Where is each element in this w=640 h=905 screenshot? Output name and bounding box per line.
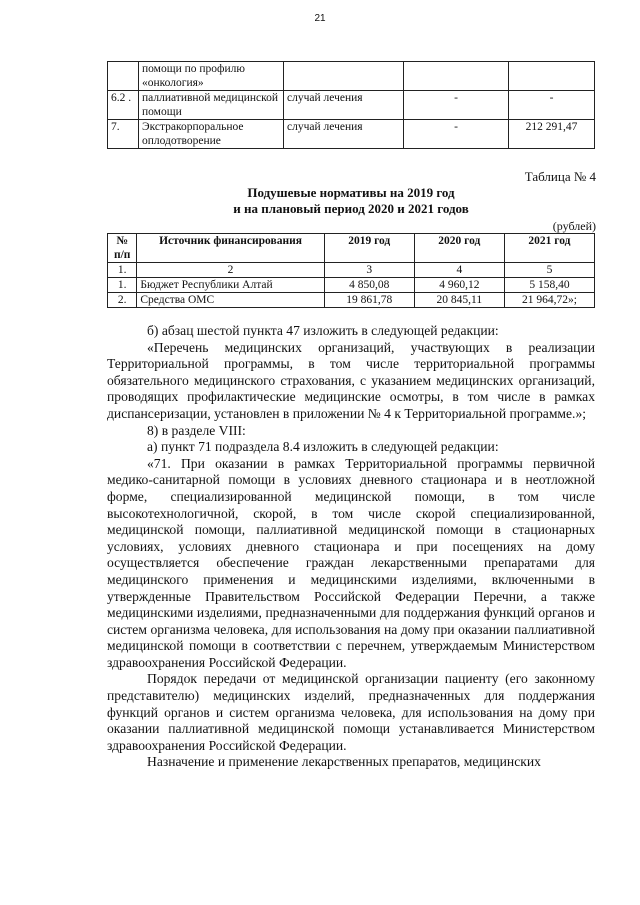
document-body: [107, 323, 595, 771]
index-cell: 2: [137, 263, 324, 278]
paragraph: «71. При оказании в рамках Территориальной программы первичной медико-санитарной помощи в условиях дневного стационара и в неотложной форме, специализированной медицинской помощи, в том числе высокотехнологичной, скорой, в том числе скорой специализированной, медицинской помощи, паллиативной медицинской помощи в стационарных условиях, условиях дневного стационара и при посещениях на дому осуществляется обеспечение граждан лекарственными препаратами для медицинского применения и медицинскими изделиями, включенными в утвержденные Правительством Российской Федерации Перечни, а также медицинскими изделиями, предназначенными для поддержания функций органов и систем организма человека, для использования на дому при оказании паллиативной медицинской помощи в соответствии с перечнем, утверждаемым Министерством здравоохранения Российской Федерации.: [107, 455, 595, 670]
paragraph: а) пункт 71 подраздела 8.4 изложить в следующей редакции:: [147, 439, 499, 455]
paragraph: 8) в разделе VIII:: [147, 422, 246, 438]
row-value-1: -: [404, 120, 509, 149]
row-unit: случай лечения: [284, 120, 404, 149]
header-2021: 2021 год: [504, 234, 594, 263]
table-row: [108, 120, 595, 149]
row-num: [108, 62, 139, 91]
row-2019: 4 850,08: [324, 278, 414, 293]
row-value-1: [404, 62, 509, 91]
row-name: паллиативной медицинской помощи: [139, 91, 284, 120]
index-cell: 1.: [108, 263, 137, 278]
row-num: 1.: [108, 278, 137, 293]
row-2021: 21 964,72»;: [504, 293, 594, 308]
table-title-line2: и на плановый период 2020 и 2021 годов: [233, 201, 469, 216]
header-2019: 2019 год: [324, 234, 414, 263]
row-name: Экстракорпоральное оплодотворение: [139, 120, 284, 149]
table-index-row: [108, 263, 595, 278]
row-2020: 20 845,11: [414, 293, 504, 308]
row-2019: 19 861,78: [324, 293, 414, 308]
funding-table-continued: [107, 61, 595, 149]
row-2021: 5 158,40: [504, 278, 594, 293]
paragraph: «Перечень медицинских организаций, участвующих в реализации Территориальной программы, в том числе территориальной программы обязательного медицинского страхования, с указанием медицинских организаций, проводящих профилактические медицинские осмотры, в том числе в рамках диспансеризации, установлен в приложении № 4 к Территориальной программе.»;: [107, 339, 595, 421]
header-2020: 2020 год: [414, 234, 504, 263]
table-row: [108, 278, 595, 293]
row-name: помощи по профилю «онкология»: [139, 62, 284, 91]
index-cell: 3: [324, 263, 414, 278]
table-header-row: [108, 234, 595, 263]
paragraph: б) абзац шестой пункта 47 изложить в следующей редакции:: [147, 323, 499, 338]
per-capita-norms-table: [107, 233, 595, 308]
table-row: [108, 293, 595, 308]
index-cell: 5: [504, 263, 594, 278]
row-num: 6.2 .: [108, 91, 139, 120]
row-num: 7.: [108, 120, 139, 149]
row-unit: [284, 62, 404, 91]
table-title-line1: Подушевые нормативы на 2019 год: [247, 185, 455, 200]
table-row: [108, 91, 595, 120]
page-number: 21: [314, 13, 326, 24]
index-cell: 4: [414, 263, 504, 278]
row-source: Средства ОМС: [137, 293, 324, 308]
row-value-2: -: [509, 91, 595, 120]
row-source: Бюджет Республики Алтай: [137, 278, 324, 293]
header-num: № п/п: [108, 234, 137, 263]
row-2020: 4 960,12: [414, 278, 504, 293]
paragraph: Порядок передачи от медицинской организации пациенту (его законному представителю) медицинских изделий, предназначенных для поддержания функций органов и систем организма человека, для использования на дому при оказании паллиативной медицинской помощи устанавливается Министерством здравоохранения Российской Федерации.: [107, 671, 595, 753]
row-value-2: 212 291,47: [509, 120, 595, 149]
row-value-1: -: [404, 91, 509, 120]
header-source: Источник финансирования: [137, 234, 324, 263]
table-units: (рублей): [552, 219, 596, 233]
row-num: 2.: [108, 293, 137, 308]
row-unit: случай лечения: [284, 91, 404, 120]
table-label: Таблица № 4: [524, 169, 596, 184]
table-row: [108, 62, 595, 91]
row-value-2: [509, 62, 595, 91]
paragraph: Назначение и применение лекарственных препаратов, медицинских: [147, 754, 541, 770]
table-title: [107, 185, 595, 217]
